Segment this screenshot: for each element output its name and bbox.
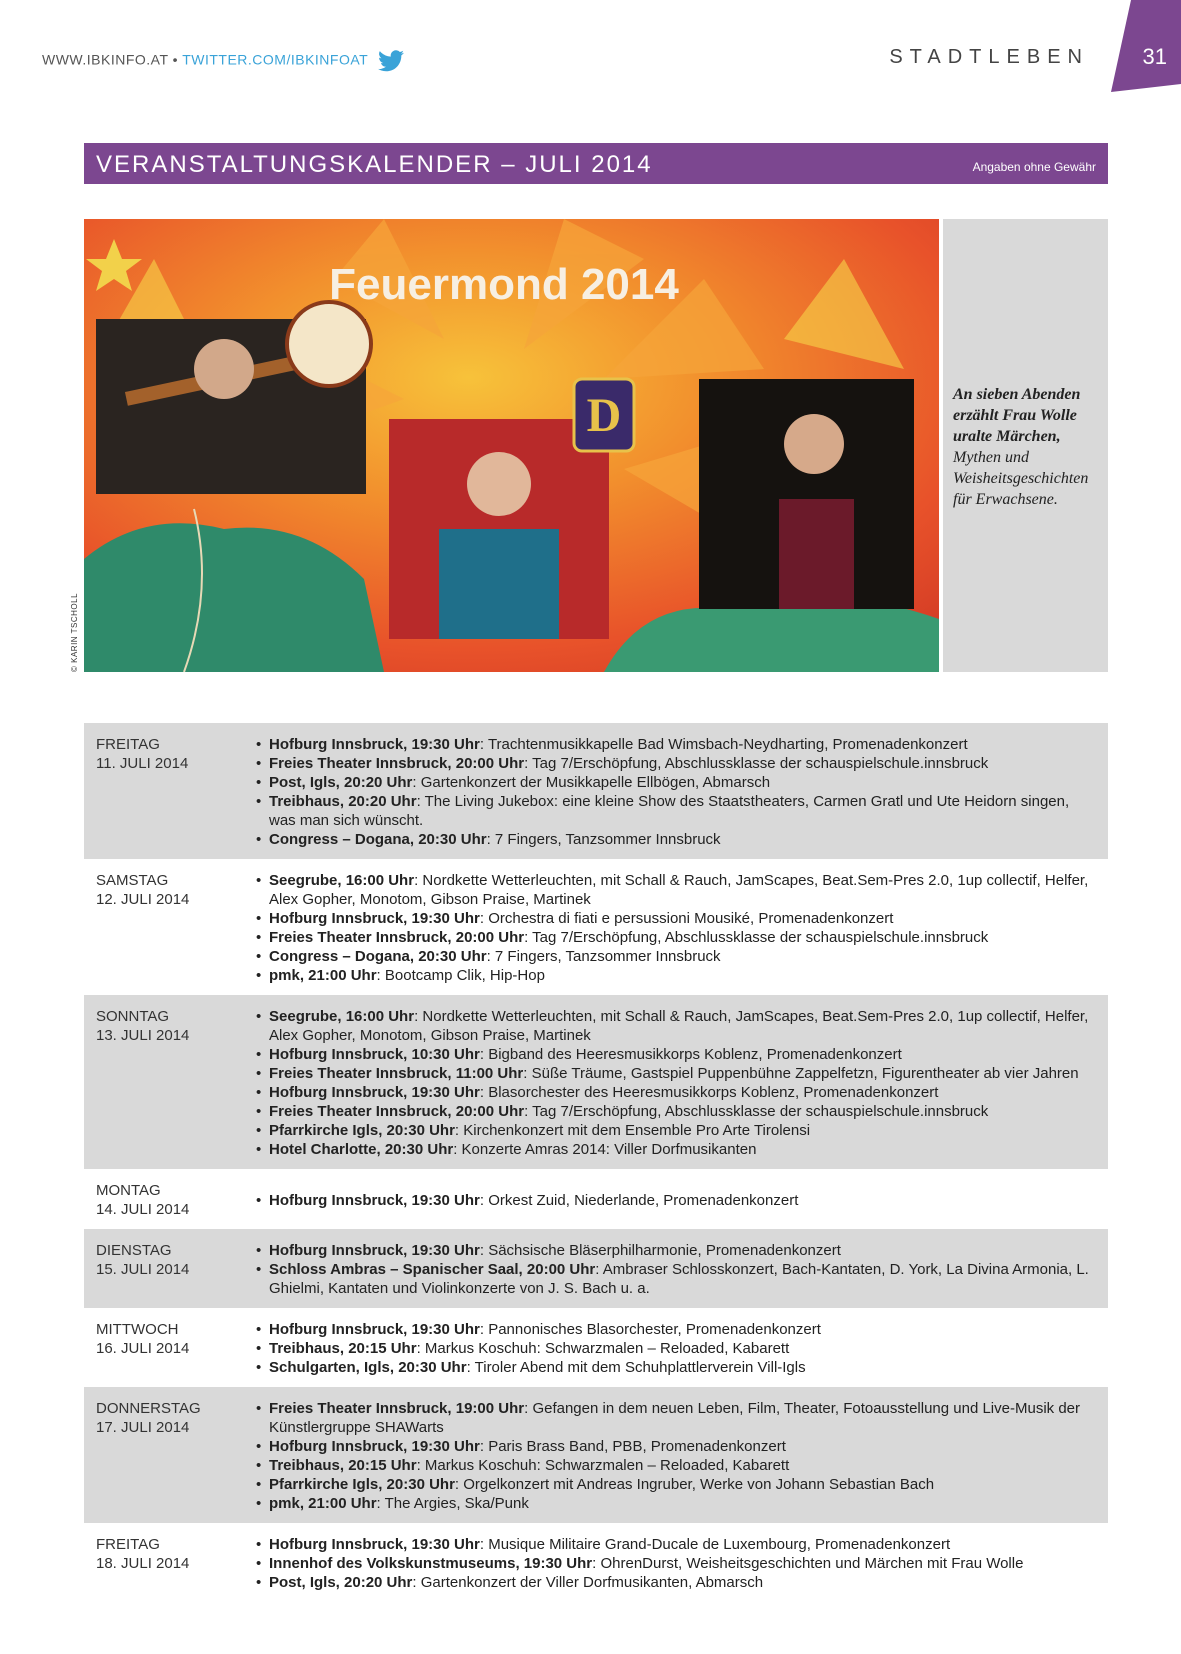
event-description: : Süße Träume, Gastspiel Puppenbühne Zappelfetzn, Figurentheater ab vier Jahren [523,1065,1079,1082]
twitter-bird-icon [378,50,404,72]
weekday: MITTWOCH [96,1321,179,1338]
disclaimer-note: Angaben ohne Gewähr [972,160,1096,174]
event-list [256,871,1094,985]
event-item [256,1573,1094,1592]
header-links [42,50,404,72]
event-item [256,1437,1094,1456]
event-description: : Nordkette Wetterleuchten, mit Schall & Rauch, JamScapes, Beat.Sem-Pres 2.0, 1up collectif, Helfer, Alex Gopher, Monotom, Gibson Praise, Martinek [269,872,1089,908]
weekday: SAMSTAG [96,872,169,889]
event-venue: Congress – Dogana, 20:30 Uhr [269,831,487,848]
event-venue: Post, Igls, 20:20 Uhr [269,774,413,791]
event-list [256,1007,1094,1159]
event-item [256,947,1094,966]
event-item [256,792,1094,830]
hero-caption [943,219,1108,672]
title-bar [84,143,1108,184]
weekday: FREITAG [96,736,160,753]
event-description: : Konzerte Amras 2014: Viller Dorfmusikanten [453,1141,757,1158]
weekday: MONTAG [96,1182,161,1199]
event-venue: Hofburg Innsbruck, 19:30 Uhr [269,1438,480,1455]
event-venue: Seegrube, 16:00 Uhr [269,1008,415,1025]
event-description: : Bigband des Heeresmusikkorps Koblenz, Promenadenkonzert [479,1046,902,1063]
event-description: : Sächsische Bläserphilharmonie, Promenadenkonzert [479,1242,841,1259]
event-description: : Ambraser Schlosskonzert, Bach-Kantaten, D. York, La Divina Armonia, L. Ghielmi, Kantaten und Violinkonzerte von J. S. Bach u. a. [269,1261,1089,1297]
event-item [256,966,1094,985]
day-row [84,1523,1108,1602]
event-description: : Nordkette Wetterleuchten, mit Schall & Rauch, JamScapes, Beat.Sem-Pres 2.0, 1up collectif, Helfer, Alex Gopher, Monotom, Gibson Praise, Martinek [269,1008,1089,1044]
date: 16. JULI 2014 [96,1340,190,1357]
event-venue: Hotel Charlotte, 20:30 Uhr [269,1141,454,1158]
event-description: : Trachtenmusikkapelle Bad Wimsbach-Neydharting, Promenadenkonzert [479,736,968,753]
event-item [256,871,1094,909]
event-description: : Gartenkonzert der Musikkapelle Ellbögen, Abmarsch [412,774,771,791]
event-venue: Hofburg Innsbruck, 19:30 Uhr [269,1084,480,1101]
day-date [96,735,256,849]
event-venue: Schulgarten, Igls, 20:30 Uhr [269,1359,467,1376]
event-item [256,1535,1094,1554]
date: 14. JULI 2014 [96,1201,190,1218]
hero-heading: Feuermond 2014 [329,260,679,309]
day-row [84,1229,1108,1308]
event-item [256,1260,1094,1298]
event-venue: Seegrube, 16:00 Uhr [269,872,415,889]
weekday: DIENSTAG [96,1242,172,1259]
caption-text: Mythen und Weisheitsgeschichten für Erwachsene. [953,449,1089,508]
event-description: : The Living Jukebox: eine kleine Show des Staatstheaters, Carmen Gratl und Ute Heidorn singen, was man sich wünscht. [269,793,1070,829]
date: 17. JULI 2014 [96,1419,190,1436]
event-item [256,1102,1094,1121]
event-venue: pmk, 21:00 Uhr [269,1495,377,1512]
event-item [256,830,1094,849]
date: 11. JULI 2014 [96,755,189,772]
event-item [256,1475,1094,1494]
day-row [84,1387,1108,1523]
event-item [256,1191,1094,1210]
event-venue: Pfarrkirche Igls, 20:30 Uhr [269,1476,455,1493]
event-description: : Gartenkonzert der Viller Dorfmusikanten, Abmarsch [412,1574,764,1591]
day-row [84,723,1108,859]
event-item [256,1456,1094,1475]
calendar-title: VERANSTALTUNGSKALENDER – JULI 2014 [96,151,653,178]
event-description: : Paris Brass Band, PBB, Promenadenkonzert [479,1438,786,1455]
event-description: : Tag 7/Erschöpfung, Abschlussklasse der schauspielschule.innsbruck [524,929,989,946]
event-item [256,1399,1094,1437]
event-description: : Markus Koschuh: Schwarzmalen – Reloaded, Kabarett [416,1340,790,1357]
event-description: : Kirchenkonzert mit dem Ensemble Pro Arte Tirolensi [454,1122,811,1139]
event-venue: Hofburg Innsbruck, 19:30 Uhr [269,1536,480,1553]
event-description: : Tag 7/Erschöpfung, Abschlussklasse der schauspielschule.innsbruck [524,1103,989,1120]
event-item [256,1320,1094,1339]
event-description: : Pannonisches Blasorchester, Promenadenkonzert [479,1321,821,1338]
event-description: : Tiroler Abend mit dem Schuhplattlerverein Vill-Igls [466,1359,806,1376]
event-venue: Freies Theater Innsbruck, 19:00 Uhr [269,1400,525,1417]
weekday: SONNTAG [96,1008,170,1025]
event-venue: Post, Igls, 20:20 Uhr [269,1574,413,1591]
event-venue: Schloss Ambras – Spanischer Saal, 20:00 Uhr [269,1261,596,1278]
event-description: : The Argies, Ska/Punk [376,1495,529,1512]
event-venue: Hofburg Innsbruck, 19:30 Uhr [269,1192,480,1209]
event-item [256,1064,1094,1083]
day-row [84,995,1108,1169]
day-row [84,1169,1108,1229]
svg-text:D: D [586,389,622,442]
separator: • [168,51,183,68]
event-item [256,1121,1094,1140]
event-item [256,1140,1094,1159]
event-list [256,1241,1094,1298]
event-description: : Blasorchester des Heeresmusikkorps Koblenz, Promenadenkonzert [479,1084,939,1101]
event-description: : Musique Militaire Grand-Ducale de Luxembourg, Promenadenkonzert [479,1536,951,1553]
event-list [256,1191,1094,1219]
day-date [96,1535,256,1592]
event-venue: Treibhaus, 20:15 Uhr [269,1457,417,1474]
event-description: : Gefangen in dem neuen Leben, Film, Theater, Fotoausstellung und Live-Musik der Künstlergruppe SHAWarts [269,1400,1080,1436]
event-list [256,1535,1094,1592]
event-venue: Hofburg Innsbruck, 19:30 Uhr [269,1321,480,1338]
event-item [256,1339,1094,1358]
event-item [256,735,1094,754]
event-venue: Pfarrkirche Igls, 20:30 Uhr [269,1122,455,1139]
day-row [84,1308,1108,1387]
caption-bold: An sieben Abenden erzählt Frau Wolle uralte Märchen, [953,386,1081,445]
event-description: : 7 Fingers, Tanzsommer Innsbruck [486,831,721,848]
event-description: : Orchestra di fiati e persussioni Mousiké, Promenadenkonzert [479,910,894,927]
event-venue: Hofburg Innsbruck, 10:30 Uhr [269,1046,480,1063]
date: 13. JULI 2014 [96,1027,190,1044]
day-row [84,859,1108,995]
event-venue: Treibhaus, 20:20 Uhr [269,793,417,810]
event-description: : OhrenDurst, Weisheitsgeschichten und Märchen mit Frau Wolle [592,1555,1024,1572]
event-item [256,1358,1094,1377]
site-link[interactable]: WWW.IBKINFO.AT [42,51,169,68]
event-description: : Orgelkonzert mit Andreas Ingruber, Werke von Johann Sebastian Bach [454,1476,935,1493]
event-description: : Markus Koschuh: Schwarzmalen – Reloaded, Kabarett [416,1457,790,1474]
event-description: : Bootcamp Clik, Hip-Hop [376,967,545,984]
day-date [96,1007,256,1159]
event-item [256,1554,1094,1573]
section-name: STADTLEBEN [889,46,1089,68]
day-date [96,871,256,985]
event-description: : 7 Fingers, Tanzsommer Innsbruck [486,948,721,965]
date: 12. JULI 2014 [96,891,190,908]
event-list [256,735,1094,849]
event-venue: Congress – Dogana, 20:30 Uhr [269,948,487,965]
event-item [256,909,1094,928]
feuermond-poster [84,219,939,672]
page-number: 31 [1142,44,1167,69]
event-item [256,928,1094,947]
event-item [256,1241,1094,1260]
event-item [256,1083,1094,1102]
day-date [96,1399,256,1513]
event-venue: Freies Theater Innsbruck, 11:00 Uhr [269,1065,524,1082]
event-item [256,773,1094,792]
event-venue: Hofburg Innsbruck, 19:30 Uhr [269,910,480,927]
photo-credit: © KARIN TSCHOLL [70,592,79,672]
event-venue: Innenhof des Volkskunstmuseums, 19:30 Uhr [269,1555,593,1572]
day-date [96,1320,256,1377]
event-item [256,1007,1094,1045]
event-venue: pmk, 21:00 Uhr [269,967,377,984]
event-description: : Tag 7/Erschöpfung, Abschlussklasse der schauspielschule.innsbruck [524,755,989,772]
day-date [96,1241,256,1298]
hero-image [84,219,939,672]
event-description: : Orkest Zuid, Niederlande, Promenadenkonzert [479,1192,799,1209]
event-venue: Freies Theater Innsbruck, 20:00 Uhr [269,1103,525,1120]
twitter-link[interactable]: TWITTER.COM/IBKINFOAT [182,51,368,68]
day-date [96,1181,256,1219]
event-list [256,1399,1094,1513]
event-venue: Treibhaus, 20:15 Uhr [269,1340,417,1357]
event-item [256,1045,1094,1064]
event-venue: Hofburg Innsbruck, 19:30 Uhr [269,1242,480,1259]
weekday: DONNERSTAG [96,1400,201,1417]
date: 18. JULI 2014 [96,1555,190,1572]
date: 15. JULI 2014 [96,1261,190,1278]
event-calendar [84,723,1108,1602]
event-item [256,754,1094,773]
event-venue: Freies Theater Innsbruck, 20:00 Uhr [269,755,525,772]
weekday: FREITAG [96,1536,160,1553]
event-venue: Hofburg Innsbruck, 19:30 Uhr [269,736,480,753]
event-venue: Freies Theater Innsbruck, 20:00 Uhr [269,929,525,946]
event-item [256,1494,1094,1513]
event-list [256,1320,1094,1377]
